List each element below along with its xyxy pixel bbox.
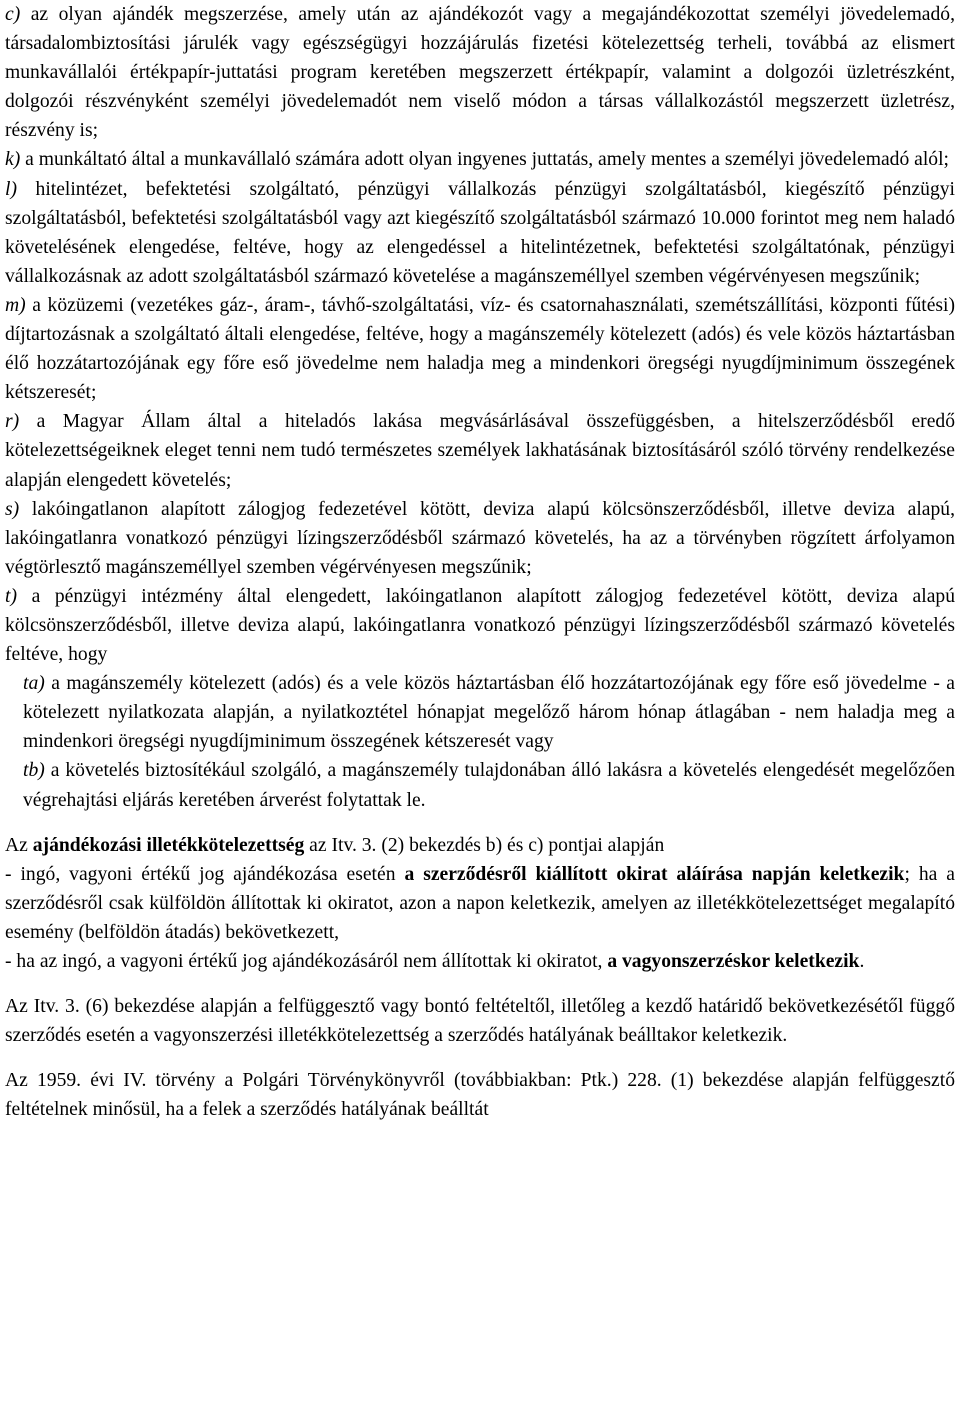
item-marker: k) xyxy=(5,149,21,171)
item-r xyxy=(5,407,955,494)
item-text: a pénzügyi intézmény által elengedett, lakóingatlanon alapított zálogjog fedezetével kötött, deviza alapú kölcsönszerződésből, illetve deviza alapú, lakóingatlanra vonatkozó pénzügyi lízingszerződésből származó követelés feltéve, hogy xyxy=(5,585,955,666)
item-tb xyxy=(5,756,955,814)
item-text: a munkáltató által a munkavállaló számára adott olyan ingyenes juttatás, amely mentes a személyi jövedelemadó alól; xyxy=(20,149,949,171)
text-run: - ingó, vagyoni értékű jog ajándékozása esetén xyxy=(5,863,405,885)
paragraph-spacer xyxy=(5,815,955,831)
item-text: a Magyar Állam által a hiteladós lakása megvásárlásával összefüggésben, a hitelszerződésből eredő kötelezettségeiknek eleget tenni nem tudó természetes személyek lakhatásának biztosításáról szóló törvény rendelkezése alapján elengedett követelés; xyxy=(5,411,955,491)
text-run: Az 1959. évi IV. törvény a Polgári Törvénykönyvről (továbbiakban: Ptk.) 228. (1) bekezdése alapján felfüggesztő feltételnek minősül, ha a felek a szerződés hatályának beálltát xyxy=(5,1070,955,1121)
condition-paragraph xyxy=(5,992,955,1050)
text-run: ; ha a szerződésről csak külföldön állítottak ki okiratot, azon a napon keletkezik, amelyen az illetékkötelezettséget megalapító esemény (belföldön átadás) bekövetkezett, xyxy=(5,863,955,943)
text-run: Az Itv. 3. (6) bekezdése alapján a felfüggesztő vagy bontó feltételtől, illetőleg a kezdő határidő bekövetkezésétől függő szerződés esetén a vagyonszerzési illetékkötelezettség a szerződés hatályának beálltakor keletkezik. xyxy=(5,996,955,1047)
item-text: lakóingatlanon alapított zálogjog fedezetével kötött, deviza alapú kölcsönszerződésből, illetve deviza alapú, lakóingatlanra vonatkozó pénzügyi lízingszerződésből származó követelés, ha az a törvényben rögzített árfolyamon végtörlesztő magánszeméllyel szemben végérvényesen megszűnik; xyxy=(5,498,955,578)
item-m xyxy=(5,291,955,407)
item-c xyxy=(5,0,955,145)
document-page xyxy=(5,0,955,1124)
item-text: a követelés biztosítékául szolgáló, a magánszemély tulajdonában álló lakásra a követelés elengedését megelőzően végrehajtási eljárás keretében árverést folytattak le. xyxy=(23,760,955,811)
bold-run: a szerződésről kiállított okirat aláírása napján keletkezik xyxy=(404,863,905,885)
gift-duty-paragraph xyxy=(5,831,955,860)
bold-run: ajándékozási illetékkötelezettség xyxy=(32,834,305,856)
text-run: . xyxy=(859,951,865,972)
paragraph-spacer xyxy=(5,976,955,992)
item-s xyxy=(5,495,955,582)
bold-run: a vagyonszerzéskor keletkezik xyxy=(607,951,860,972)
no-deed-paragraph xyxy=(5,947,955,976)
item-text: az olyan ajándék megszerzése, amely után az ajándékozót vagy a megajándékozottat személyi jövedelemadó, társadalombiztosítási járulék vagy egészségügyi hozzájárulás fizetési kötelezettség terheli, továbbá az elismert munkavállalói értékpapír-juttatási program keretében megszerzett értékpapír, valamint a dolgozói üzletrészként, dolgozói részvényként személyi jövedelemadót nem viselő módon a társas vállalkozástól megszerzett üzletrész, részvény is; xyxy=(5,4,955,142)
item-ta xyxy=(5,669,955,756)
civil-code-paragraph xyxy=(5,1066,955,1124)
item-marker: t) xyxy=(5,585,17,607)
item-marker: m) xyxy=(5,294,26,316)
item-text: hitelintézet, befektetési szolgáltató, pénzügyi vállalkozás pénzügyi szolgáltatásból, kiegészítő pénzügyi szolgáltatásból, befektetési szolgáltatásból vagy azt kiegészítő szolgáltatásból származó 10.000 forintot meg nem haladó követelésének elengedése, feltéve, hogy az elengedéssel a hitelintézetnek, befektetési szolgáltatónak, pénzügyi vállalkozásnak az adott szolgáltatásból származó követelése a magánszeméllyel szemben végérvényesen megszűnik; xyxy=(5,178,955,287)
item-t xyxy=(5,582,955,669)
text-run: az Itv. 3. (2) bekezdés b) és c) pontjai alapján xyxy=(304,834,665,856)
item-marker: s) xyxy=(5,498,20,520)
movable-gift-paragraph xyxy=(5,860,955,947)
item-text: a magánszemély kötelezett (adós) és a vele közös háztartásban élő hozzátartozójának egy főre eső jövedelme - a kötelezett nyilatkozata alapján, a nyilatkoztétel hónapjat megelőző három hónap átlagában - nem haladja meg a mindenkori öregségi nyugdíjminimum összegének kétszeresét vagy xyxy=(23,673,955,753)
item-marker: tb) xyxy=(23,760,45,782)
paragraph-spacer xyxy=(5,1050,955,1066)
text-run: Az xyxy=(5,834,33,856)
item-l xyxy=(5,175,955,291)
item-k xyxy=(5,145,955,174)
item-marker: r) xyxy=(5,411,20,433)
item-marker: ta) xyxy=(23,673,45,695)
item-marker: l) xyxy=(5,178,17,200)
item-marker: c) xyxy=(5,4,21,25)
text-run: - ha az ingó, a vagyoni értékű jog ajándékozásáról nem állítottak ki okiratot, xyxy=(5,951,608,972)
item-text: a közüzemi (vezetékes gáz-, áram-, távhő-szolgáltatási, víz- és csatornahasználati, szemétszállítási, központi fűtési) díjtartozásnak a szolgáltató általi elengedése, feltéve, hogy a magánszemély kötelezett (adós) és vele közös háztartásban élő hozzátartozójának egy főre eső jövedelme nem haladja meg a mindenkori öregségi nyugdíjminimum összegének kétszeresét; xyxy=(5,294,955,404)
